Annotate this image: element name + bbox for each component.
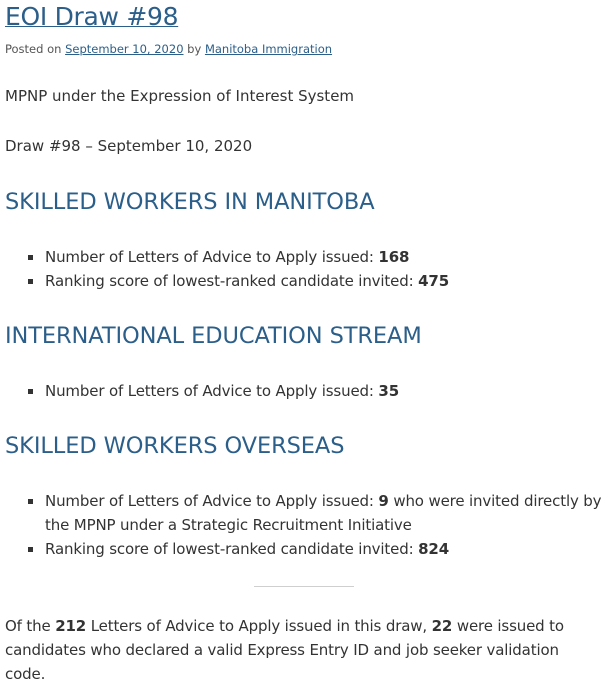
list-item: Number of Letters of Advice to Apply issued: 9 who were invited directly by the MPNP under a Strategic Recruitment Initiative — [0, 489, 605, 537]
bullet-square-icon — [28, 389, 33, 394]
list-skilled-workers-overseas — [0, 489, 605, 561]
bullet-square-icon — [28, 547, 33, 552]
bullet-square-icon — [28, 499, 33, 504]
list-item: Ranking score of lowest-ranked candidate invited: 475 — [0, 269, 605, 293]
section-divider — [254, 586, 354, 587]
post-title — [5, 0, 178, 34]
lta-count: 9 — [378, 492, 389, 510]
total-lta: 212 — [55, 617, 87, 635]
intro-subtitle: MPNP under the Expression of Interest System — [5, 87, 355, 105]
author-link[interactable]: Manitoba Immigration — [204, 42, 333, 56]
ranking-score: 475 — [418, 272, 450, 290]
bullet-square-icon — [28, 255, 33, 260]
section-heading-skilled-workers-manitoba: SKILLED WORKERS IN MANITOBA — [5, 189, 375, 215]
express-entry-count: 22 — [431, 617, 453, 635]
bullet-square-icon — [28, 279, 33, 284]
list-item: Number of Letters of Advice to Apply issued: 35 — [0, 379, 605, 403]
post-title-link[interactable]: EOI Draw #98 — [5, 2, 179, 31]
ranking-score: 824 — [418, 540, 450, 558]
list-skilled-workers-manitoba — [0, 245, 605, 293]
list-international-education — [0, 379, 605, 403]
list-item: Number of Letters of Advice to Apply issued: 168 — [0, 245, 605, 269]
section-heading-international-education: INTERNATIONAL EDUCATION STREAM — [5, 323, 422, 349]
lta-count: 35 — [378, 382, 399, 400]
list-item: Ranking score of lowest-ranked candidate invited: 824 — [0, 537, 605, 561]
by-label: by — [187, 42, 202, 56]
post-meta — [5, 41, 332, 57]
summary-paragraph: Of the 212 Letters of Advice to Apply issued in this draw, 22 were issued to candidates who declared a valid Express Entry ID and job seeker validation code. — [5, 617, 564, 683]
posted-on-label: Posted on — [5, 42, 62, 56]
lta-count: 168 — [378, 248, 410, 266]
section-heading-skilled-workers-overseas: SKILLED WORKERS OVERSEAS — [5, 433, 345, 459]
post-date-link[interactable]: September 10, 2020 — [65, 42, 184, 56]
draw-line: Draw #98 – September 10, 2020 — [5, 137, 253, 155]
